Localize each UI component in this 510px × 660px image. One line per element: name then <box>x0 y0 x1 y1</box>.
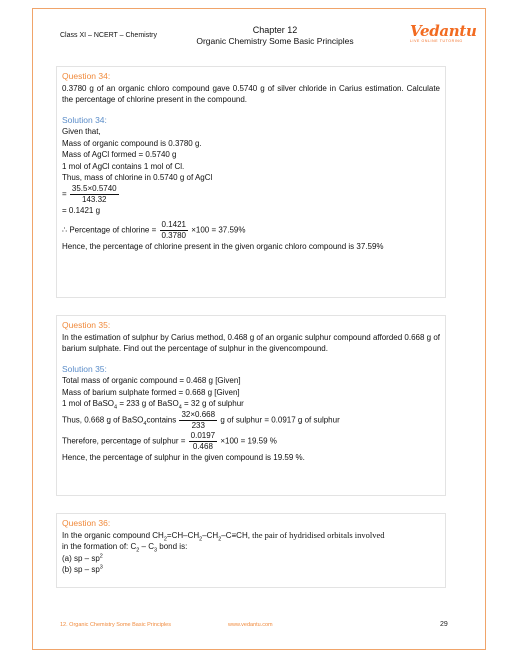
page-number: 29 <box>440 621 448 628</box>
footer-website-link[interactable]: www.vedantu.com <box>228 622 273 628</box>
fraction-sulphur-percentage <box>189 431 217 452</box>
percentage-suffix: ×100 = 37.59% <box>191 225 246 235</box>
subscript: 3 <box>154 547 158 554</box>
fraction-numerator: 35.5×0.5740 <box>71 183 117 193</box>
logo-text: Vedantu <box>410 22 477 40</box>
chlorine-percentage-equation <box>62 220 440 241</box>
subscript: 2 <box>199 536 203 543</box>
subscript: 2 <box>163 536 167 543</box>
question-36-box <box>56 513 446 588</box>
text-run: – C <box>139 542 154 551</box>
chapter-title: Chapter 12 <box>252 25 298 35</box>
fraction-denominator: 143.32 <box>82 194 107 204</box>
text-run: 1 mol of BaSO <box>62 399 115 408</box>
sulphur-mass-equation <box>62 410 440 431</box>
solution-34-conclusion: Hence, the percentage of chlorine present in the given organic chloro compound is 37.59% <box>62 242 384 251</box>
text-run: bond is: <box>157 542 188 551</box>
fraction-denominator: 0.468 <box>192 441 213 451</box>
percentage-prefix: ∴ Percentage of chlorine = <box>62 225 157 235</box>
solution-34-title: Solution 34: <box>62 114 107 125</box>
equals-sign: = <box>62 189 67 199</box>
fraction-chlorine-mass <box>70 184 119 205</box>
text-run: = 32 g of sulphur <box>181 399 244 408</box>
subscript: 2 <box>136 547 140 554</box>
chlorine-mass-result: = 0.1421 g <box>62 205 101 215</box>
solution-34-line: Mass of AgCl formed = 0.5740 g <box>62 150 177 159</box>
solution-35-line: Total mass of organic compound = 0.468 g [Given] <box>62 376 241 385</box>
footer-chapter: 12. Organic Chemistry Some Basic Principles <box>60 622 171 628</box>
header-center <box>150 25 400 46</box>
chlorine-mass-equation <box>62 184 440 205</box>
question-34-title: Question 34: <box>62 71 111 81</box>
fraction-numerator: 0.1421 <box>161 220 186 229</box>
text-run: (b) sp – sp <box>62 565 100 574</box>
text-run: =CH–CH <box>166 530 200 540</box>
solution-35-title: Solution 35: <box>62 363 107 374</box>
text-run: Therefore, percentage of sulphur = <box>62 436 186 446</box>
fraction-denominator: 0.3780 <box>161 231 186 240</box>
subscript: 4 <box>143 420 147 427</box>
question-35-text: In the estimation of sulphur by Carius method, 0.468 g of an organic sulphur compound afforded 0.668 g of barium sulphate. Find out the percentage of sulphur in the givencompound. <box>62 332 440 353</box>
logo-tagline: LIVE ONLINE TUTORING <box>410 39 463 43</box>
text-run: –CH <box>202 530 219 540</box>
text-run: Thus, 0.668 g of BaSO <box>62 415 144 425</box>
text-run: the pair of hydridised orbitals involved <box>249 529 385 540</box>
text-run: in the formation of: C <box>62 542 137 551</box>
text-run: g of sulphur = 0.0917 g of sulphur <box>220 415 340 425</box>
solution-34-line: Thus, mass of chlorine in 0.5740 g of AgCl <box>62 173 213 182</box>
sulphur-percentage-equation <box>62 431 440 452</box>
text-run: = 233 g of BaSO <box>117 399 179 408</box>
question-34-box <box>56 66 446 298</box>
solution-35-line <box>62 398 440 410</box>
option-b <box>62 564 440 576</box>
text-run: ×100 = 19.59 % <box>220 436 277 446</box>
option-a <box>62 553 440 565</box>
text-run: (a) sp – sp <box>62 553 100 563</box>
question-35-box <box>56 315 446 496</box>
fraction-numerator: 32×0.668 <box>181 409 216 419</box>
question-36-text <box>62 530 440 542</box>
subscript: 2 <box>218 536 222 543</box>
superscript: 3 <box>99 564 103 571</box>
subscript: 4 <box>114 404 118 411</box>
text-run: –C≡CH, <box>221 530 250 540</box>
superscript: 2 <box>99 552 103 559</box>
question-35-title: Question 35: <box>62 320 111 330</box>
solution-35-conclusion: Hence, the percentage of sulphur in the given compound is 19.59 %. <box>62 452 305 462</box>
solution-34-line: Mass of organic compound is 0.3780 g. <box>62 138 202 148</box>
chapter-subtitle: Organic Chemistry Some Basic Principles <box>196 36 354 46</box>
question-36-title: Question 36: <box>62 518 111 528</box>
solution-34-line: Given that, <box>62 127 101 136</box>
text-run: In the organic compound CH <box>62 530 164 540</box>
solution-35-line: Mass of barium sulphate formed = 0.668 g [Given] <box>62 387 240 397</box>
fraction-numerator: 0.0197 <box>190 430 216 440</box>
fraction-denominator: 233 <box>191 420 205 430</box>
header-class-label: Class XI – NCERT – Chemistry <box>60 32 157 39</box>
subscript: 4 <box>178 404 182 411</box>
fraction-sulphur-mass <box>179 410 217 431</box>
fraction-chlorine-percentage <box>160 220 188 241</box>
vedantu-logo <box>410 22 477 46</box>
text-run: contains <box>146 415 177 425</box>
solution-34-line: 1 mol of AgCl contains 1 mol of Cl. <box>62 161 185 171</box>
question-34-text: 0.3780 g of an organic chloro compound gave 0.5740 g of silver chloride in Carius estimation. Calculate the percentage of chlorine present in the compound. <box>62 83 440 104</box>
question-36-text-line2 <box>62 541 440 553</box>
